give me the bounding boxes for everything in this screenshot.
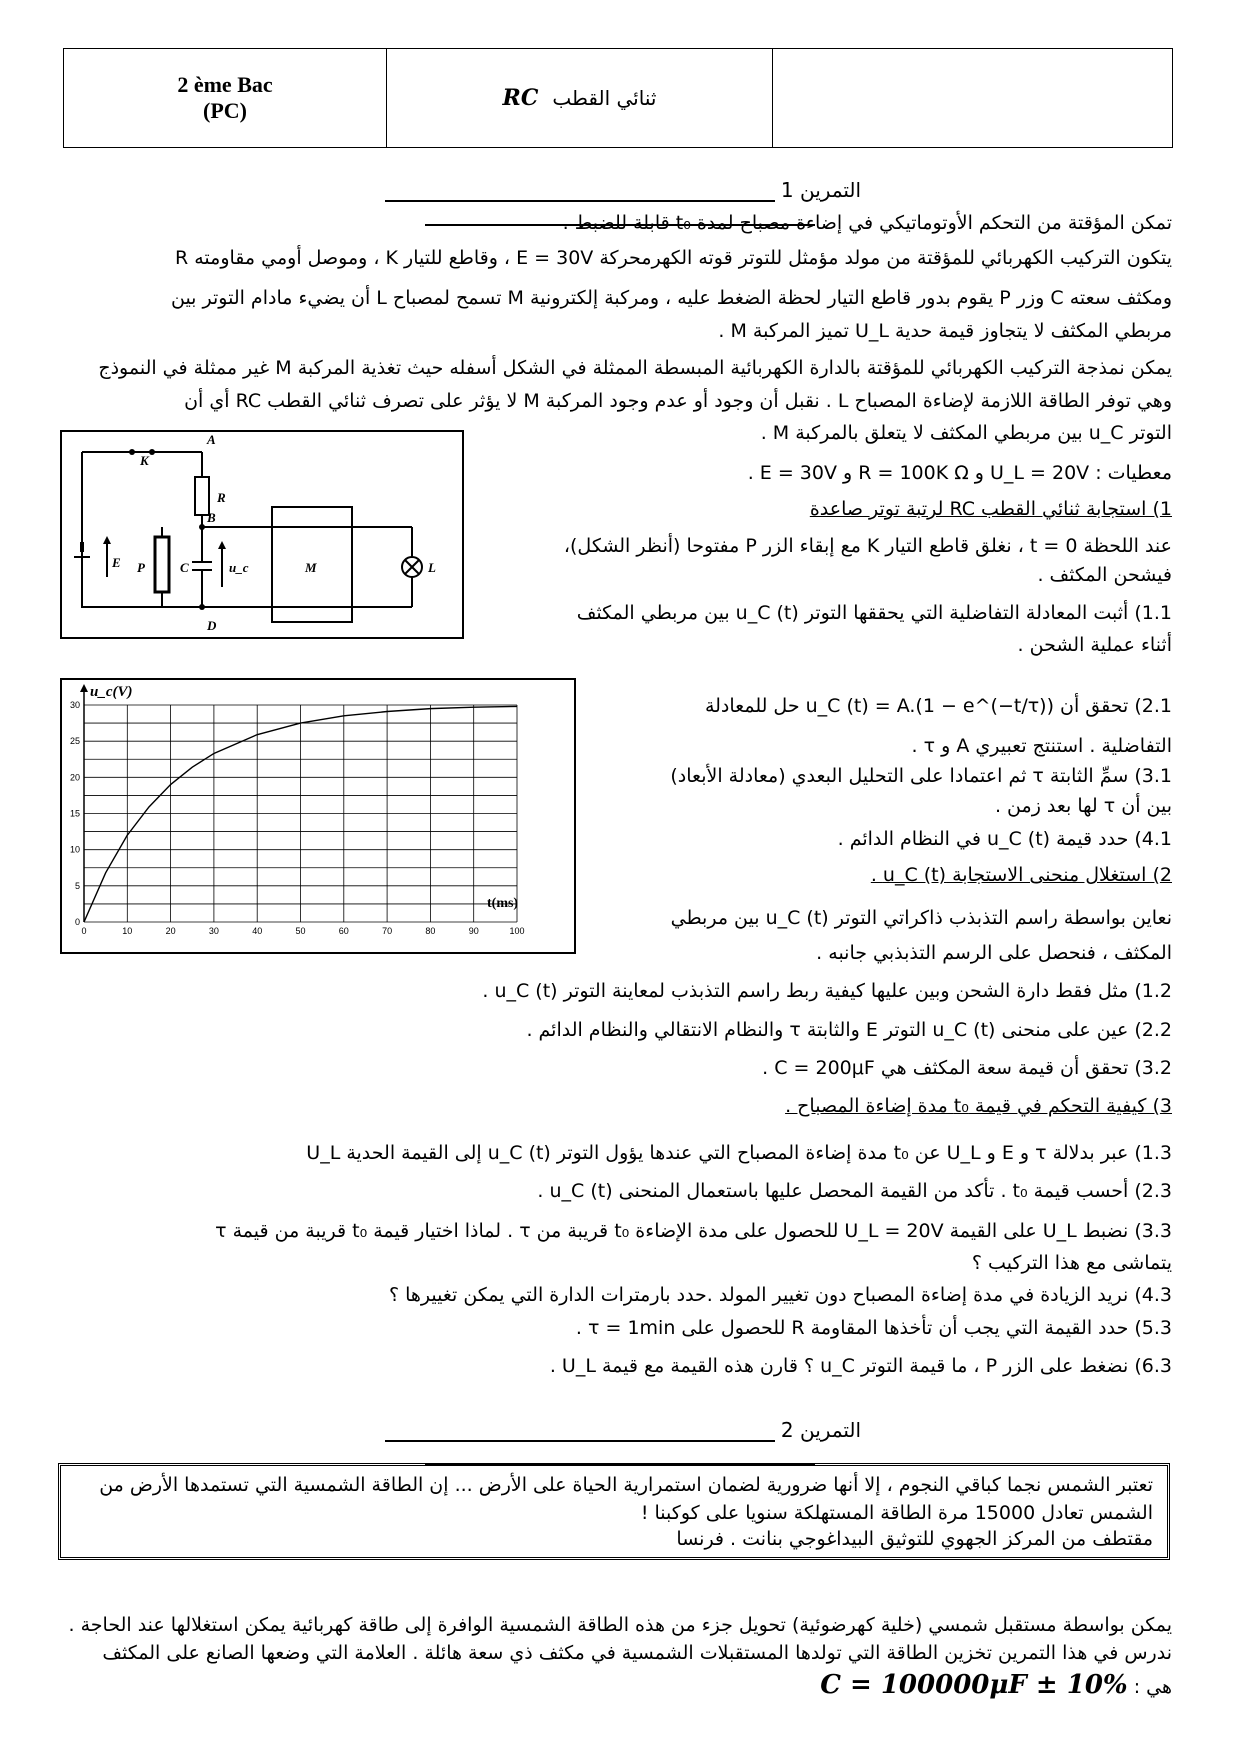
empty-cell	[773, 49, 1172, 147]
x-tick-label: 10	[122, 926, 133, 936]
charge-curve-chart	[60, 678, 576, 954]
intro-line: وهي توفر الطاقة اللازمة لإضاءة المصباح L . نقبل أن وجود أو عدم وجود المركبة M لا يؤثر على تصرف ثنائي القطب RC أي أن	[184, 390, 1172, 412]
subject-cell	[387, 49, 773, 147]
part2-text: المكثف ، فنحصل على الرسم التذبذبي جانبه .	[816, 942, 1172, 964]
x-tick-label: 40	[252, 926, 263, 936]
q3-1: بين أن τ لها بعد زمن .	[994, 795, 1172, 817]
label-B: B	[207, 510, 216, 525]
intro-line: التوتر u_C بين مربطي المكثف لا يتعلق بالمركبة M .	[760, 422, 1172, 444]
q4-1: 4.1) حدد قيمة u_C (t) في النظام الدائم .	[837, 828, 1172, 850]
label-C: C	[180, 560, 189, 575]
q3-1: 3.1) سمِّ الثابتة τ ثم اعتمادا على التحليل البعدي (معادلة الأبعاد)	[670, 765, 1172, 787]
y-tick-label: 0	[74, 917, 80, 927]
label-uc: u_c	[229, 560, 249, 575]
q2-1: التفاضلية . استنتج تعبيري A و τ .	[911, 735, 1172, 757]
y-tick-label: 25	[69, 736, 80, 747]
capacitor-rating: C = 100000μF ± 10%	[820, 1670, 1128, 1700]
q2-3: 2.3) أحسب قيمة t₀ . تأكد من القيمة المحصل عليها باستعمال المنحنى u_C (t) .	[537, 1180, 1172, 1202]
quote-source: مقتطف من المركز الجهوي للتوثيق البيداغوجي بنانت . فرنسا	[676, 1528, 1153, 1550]
intro-line: يتكون التركيب الكهربائي للمؤقتة من مولد مؤمثل للتوتر قوته الكهرمحركة E = 30V ، وقاطع للتيار K ، وموصل أومي مقاومته R	[175, 247, 1172, 269]
subject-ar: ثنائي القطب	[552, 86, 657, 110]
ex2-text: ندرس في هذا التمرين تخزين الطاقة التي تولدها المستقبلات الشمسية في مكثف ذي سعة هائلة . العلامة التي وضعها الصانع على المكثف	[102, 1642, 1172, 1664]
quote-line: تعتبر الشمس نجما كباقي النجوم ، إلا أنها ضرورية لضمان استمرارية الحياة على الأرض ... إن الطاقة الشمسية التي تستمدها الأرض من	[99, 1474, 1153, 1496]
q1-2: 1.2) مثل فقط دارة الشحن وبين عليها كيفية ربط راسم التذبذب لمعاينة التوتر u_C (t) .	[482, 980, 1172, 1002]
x-axis-label: t(ms)	[487, 896, 519, 911]
quote-box	[58, 1463, 1170, 1560]
y-tick-label: 10	[69, 844, 80, 855]
level-line1: 2 ème Bac	[177, 72, 273, 97]
data-line: معطيات : U_L = 20V و R = 100K Ω و E = 30V .	[747, 462, 1172, 484]
chart-svg	[62, 680, 574, 952]
y-tick-label: 20	[69, 772, 80, 783]
y-axis-label: u_c(V)	[90, 684, 133, 700]
part2-text: نعاين بواسطة راسم التذبذب ذاكراتي التوتر u_C (t) بين مربطي	[670, 907, 1172, 929]
circuit-diagram	[60, 430, 464, 639]
x-tick-label: 90	[468, 926, 479, 936]
q1-3: 1.3) عبر بدلالة τ و E و U_L عن t₀ مدة إضاءة المصباح التي عندها يؤول التوتر u_C (t) إلى القيمة الحدية U_L	[306, 1142, 1172, 1164]
quote-line: الشمس تعادل 15000 مرة الطاقة المستهلكة سنويا على كوكبنا !	[640, 1502, 1153, 1524]
q3-2: 3.2) تحقق أن قيمة سعة المكثف هي C = 200μF .	[762, 1057, 1172, 1079]
label-R: R	[217, 490, 226, 505]
ex2-last-prefix: هي :	[1133, 1676, 1172, 1698]
part2-title: 2) استغلال منحنى الاستجابة u_C (t) .	[870, 864, 1172, 886]
q4-3: 4.3) نريد الزيادة في مدة إضاءة المصباح دون تغيير المولد .حدد بارمترات الدارة التي يمكن تغييرها ؟	[388, 1284, 1172, 1306]
x-tick-label: 30	[208, 926, 219, 936]
circuit-svg	[62, 432, 462, 637]
q3-3: يتماشى مع هذا التركيب ؟	[971, 1252, 1172, 1274]
subject-math: RC	[502, 85, 539, 111]
label-D: D	[207, 618, 217, 633]
part3-title: 3) كيفية التحكم في قيمة t₀ مدة إضاءة المصباح .	[785, 1095, 1172, 1117]
label-A: A	[207, 432, 216, 447]
label-K: K	[140, 453, 149, 468]
intro-line: تمكن المؤقتة من التحكم الأوتوماتيكي في إضاءة مصباح لمدة t₀ قابلة للضبط .	[562, 212, 1172, 234]
q6-3: 6.3) نضغط على الزر P ، ما قيمة التوتر u_C ؟ قارن هذه القيمة مع قيمة U_L .	[549, 1355, 1172, 1377]
ex2-text: يمكن بواسطة مستقبل شمسي (خلية كهرضوئية) تحويل جزء من هذه الطاقة الشمسية الوافرة إلى طاقة كهربائية يمكن استغلالها عند الحاجة .	[68, 1614, 1172, 1636]
q2-1: 2.1) تحقق أن u_C (t) = A.(1 − e^(−t/τ)) حل للمعادلة	[704, 695, 1172, 717]
q1-1: أثناء عملية الشحن .	[1017, 634, 1172, 656]
label-P: P	[137, 560, 145, 575]
x-tick-label: 60	[338, 926, 349, 936]
level-line2: (PC)	[203, 98, 247, 123]
part1-text: فيشحن المكثف .	[1037, 564, 1172, 586]
x-tick-label: 20	[165, 926, 176, 936]
level-cell	[64, 49, 387, 147]
exercise2-title: التمرين 2	[180, 1418, 1060, 1466]
y-tick-label: 30	[69, 700, 80, 710]
q3-3: 3.3) نضبط U_L على القيمة U_L = 20V للحصول على مدة الإضاءة t₀ قريبة من τ . لماذا اختيار قيمة t₀ قريبة من قيمة τ	[215, 1220, 1172, 1242]
label-L: L	[428, 560, 436, 575]
x-tick-label: 80	[425, 926, 436, 936]
y-tick-label: 15	[69, 808, 80, 819]
part1-text: عند اللحظة t = 0 ، نغلق قاطع التيار K مع إبقاء الزر P مفتوحا (أنظر الشكل)،	[563, 535, 1172, 557]
y-axis-arrow	[80, 684, 88, 692]
intro-line: ومكثف سعته C وزر P يقوم بدور قاطع التيار لحظة الضغط عليه ، ومركبة إلكترونية M تسمح لمصباح L أن يضيء مادام التوتر بين	[170, 287, 1172, 309]
y-tick-label: 5	[74, 880, 80, 891]
part1-title: 1) استجابة ثنائي القطب RC لرتبة توتر صاعدة	[809, 498, 1172, 520]
label-M: M	[305, 560, 317, 575]
x-tick-label: 70	[382, 926, 393, 936]
q1-1: 1.1) أثبت المعادلة التفاضلية التي يحققها التوتر u_C (t) بين مربطي المكثف	[576, 602, 1172, 624]
x-tick-label: 100	[509, 926, 525, 936]
x-tick-label: 0	[81, 926, 87, 936]
q2-2: 2.2) عين على منحنى u_C (t) التوتر E والثابتة τ والنظام الانتقالي والنظام الدائم .	[526, 1019, 1172, 1041]
header-table	[63, 48, 1173, 148]
x-tick-label: 50	[295, 926, 306, 936]
label-E: E	[112, 555, 121, 570]
intro-line: يمكن نمذجة التركيب الكهربائي للمؤقتة بالدارة الكهربائية المبسطة الممثلة في الشكل أسفله حيث تغذية المركبة M غير ممثلة في النموذج	[98, 357, 1172, 379]
exercise1-title: التمرين 1	[180, 178, 1060, 226]
q5-3: 5.3) حدد القيمة التي يجب أن تأخذها المقاومة R للحصول على τ = 1min .	[575, 1317, 1172, 1339]
ex2-last	[820, 1672, 1172, 1700]
intro-line: مربطي المكثف لا يتجاوز قيمة حدية U_L تميز المركبة M .	[718, 320, 1172, 342]
